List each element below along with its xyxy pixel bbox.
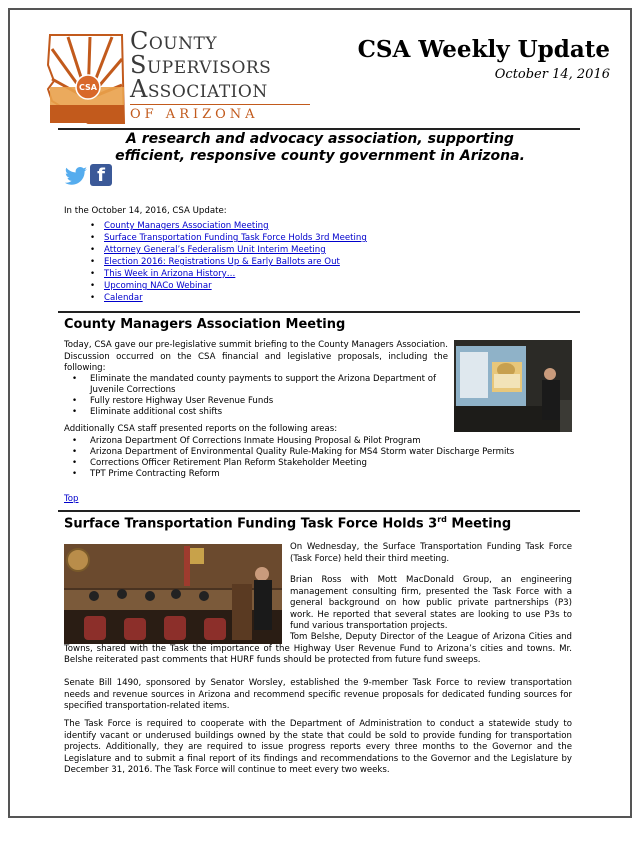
- tagline: [80, 131, 560, 165]
- social-links: [64, 164, 112, 188]
- toc-item: [90, 232, 367, 244]
- issue-date: October 14, 2016: [494, 67, 610, 82]
- toc-item: [90, 280, 367, 292]
- section2-paragraph-1: On Wednesday, the Surface Transportation Funding Task Force (Task Force) held their third meeting.: [290, 542, 572, 564]
- section2-title-text: Surface Transportation Funding Task Force Holds 3: [64, 516, 438, 532]
- toc-link-federalism-unit[interactable]: Attorney General’s Federalism Unit Interim Meeting: [104, 245, 326, 255]
- section1-paragraph-2: Additionally CSA staff presented reports on the following areas:: [64, 424, 338, 434]
- header-rule: [58, 128, 580, 130]
- section1-paragraph-1: Today, CSA gave our pre-legislative summit briefing to the County Managers Association. Discussion occurred on the CSA financial and legislative proposals, including the following:: [64, 340, 448, 373]
- toc-link-transportation-task-force[interactable]: Surface Transportation Funding Task Force Holds 3rd Meeting: [104, 233, 367, 243]
- section2-paragraph-5: The Task Force is required to cooperate with the Department of Administration to conduct a statewide study to identify vacant or underused buildings owned by the state that could be sold to provide funding for transportation projects. Additionally, they are required to issue progress reports every three months to the Governor and the Legislature and to submit a final report of its findings and recommendations to the Governor and the Legislature by December 31, 2016. The Task Force will continue to meet every two weeks.: [64, 719, 572, 775]
- section-title-county-managers: County Managers Association Meeting: [64, 317, 346, 332]
- toc-item: [90, 268, 367, 280]
- list-item: • Eliminate additional cost shifts: [64, 407, 450, 418]
- toc-item: [90, 292, 367, 304]
- newsletter-title: CSA Weekly Update: [357, 36, 610, 63]
- toc-link-calendar[interactable]: Calendar: [104, 293, 143, 303]
- toc-link-arizona-history[interactable]: This Week in Arizona History…: [104, 269, 236, 279]
- list-item: • Arizona Department Of Corrections Inmate Housing Proposal & Pilot Program: [64, 436, 564, 447]
- logo-divider: [130, 104, 310, 105]
- back-to-top-link[interactable]: Top: [64, 494, 79, 504]
- section2-paragraph-3: Tom Belshe, Deputy Director of the League of Arizona Cities and Towns, shared with the Task the importance of the Highway User Revenue Fund to Arizona’s cities and towns. Mr. Belshe reiterated past comments that HURF funds should be protected from future fund sweeps.: [64, 632, 572, 665]
- list-item: • Arizona Department of Environmental Quality Rule-Making for MS4 Storm water Discharge Permits: [64, 447, 564, 458]
- tagline-line-2: efficient, responsive county government in Arizona.: [115, 148, 525, 164]
- toc-intro: In the October 14, 2016, CSA Update:: [64, 206, 227, 216]
- facebook-icon[interactable]: f: [90, 164, 112, 186]
- table-of-contents: [90, 220, 367, 304]
- logo-line-2: Supervisors: [130, 51, 272, 79]
- arizona-sunburst-emblem: [44, 29, 126, 125]
- list-item: • Eliminate the mandated county payments to support the Arizona Department of Juvenile Corrections: [64, 374, 450, 396]
- logo-subtitle: OF ARIZONA: [130, 107, 259, 122]
- logo-badge: CSA: [79, 83, 97, 92]
- list-item: • TPT Prime Contracting Reform: [64, 469, 564, 480]
- section2-title-end: Meeting: [446, 516, 512, 532]
- list-item: • Corrections Officer Retirement Plan Reform Stakeholder Meeting: [64, 458, 564, 469]
- toc-link-naco-webinar[interactable]: Upcoming NACo Webinar: [104, 281, 212, 291]
- section2-paragraph-4: Senate Bill 1490, sponsored by Senator Worsley, established the 9-member Task Force to review transportation needs and revenue sources in Arizona and recommend specific revenue proposals for dedicated funding sources for specified transportation-related items.: [64, 678, 572, 711]
- section-rule-2: [58, 510, 580, 512]
- section1-reports-list: [64, 436, 564, 480]
- toc-link-county-managers[interactable]: County Managers Association Meeting: [104, 221, 269, 231]
- logo-line-3: Association: [130, 75, 268, 103]
- task-force-hearing-photo: [64, 544, 282, 644]
- section-title-transportation: [64, 515, 511, 531]
- toc-link-election-2016[interactable]: Election 2016: Registrations Up & Early Ballots are Out: [104, 257, 340, 267]
- section2-title-superscript: rd: [437, 515, 447, 524]
- logo-wordmark: [130, 29, 271, 101]
- section1-proposal-list: [64, 374, 450, 418]
- section2-paragraph-2: Brian Ross with Mott MacDonald Group, an engineering management consulting firm, presented the Task Force with a general background on how public private partnerships (P3) work. He reported that several states are looking to use P3s to fund various transportation projects.: [290, 575, 572, 631]
- logo-line-1: County: [130, 27, 218, 55]
- section-rule-1: [58, 311, 580, 313]
- list-item: • Fully restore Highway User Revenue Funds: [64, 396, 450, 407]
- toc-item: [90, 220, 367, 232]
- tagline-line-1: A research and advocacy association, supporting: [126, 131, 514, 147]
- csa-logo: [44, 29, 314, 127]
- toc-item: [90, 256, 367, 268]
- meeting-presentation-photo: [454, 340, 572, 432]
- twitter-icon[interactable]: [64, 164, 88, 188]
- toc-item: [90, 244, 367, 256]
